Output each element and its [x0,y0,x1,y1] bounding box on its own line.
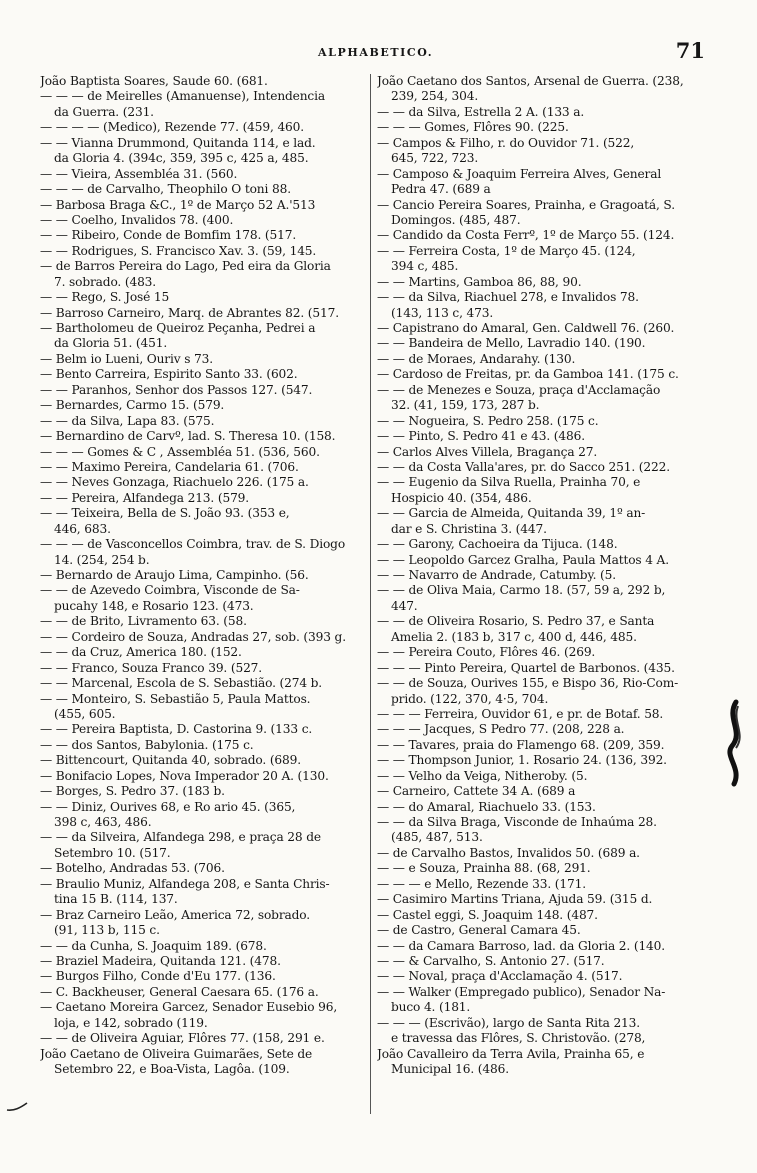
directory-line: — Cancio Pereira Soares, Prainha, e Gragoatá, S. [377,197,675,212]
directory-line: Setembro 22, e Boa-Vista, Lagôa. (109. [54,1062,290,1076]
directory-line: — Borges, S. Pedro 37. (183 b. [40,784,225,799]
directory-line: — — do Amaral, Riachuelo 33. (153. [377,799,596,814]
directory-line: — — Coelho, Invalidos 78. (400. [40,212,234,227]
directory-line: — — de Brito, Livramento 63. (58. [40,614,247,629]
directory-line: — — de Oliva Maia, Carmo 18. (57, 59 a, 292 b, [377,583,666,598]
directory-line: — — Cordeiro de Souza, Andradas 27, sob. (393 g. [40,629,346,644]
directory-line: — — de Oliveira Aguiar, Flôres 77. (158, 291 e. [40,1031,325,1046]
directory-line: — Barroso Carneiro, Marq. de Abrantes 82. (517. [40,305,339,320]
directory-line: — — — Jacques, S Pedro 77. (208, 228 a. [377,722,625,737]
directory-line: — — da Costa Valla'ares, pr. do Sacco 251. (222. [377,459,670,474]
directory-line: tina 15 B. (114, 137. [54,892,178,907]
directory-line: — — da Silva Braga, Visconde de Inhaúma 28. [377,815,657,829]
directory-line: 398 c, 463, 486. [54,815,152,829]
directory-line: pucahy 148, e Rosario 123. (473. [54,598,254,613]
directory-line: Domingos. (485, 487. [391,212,521,227]
directory-line: — — Navarro de Andrade, Catumby. (5. [377,568,616,582]
directory-line: (91, 113 b, 115 c. [54,923,160,938]
directory-line: — — — Ferreira, Ouvidor 61, e pr. de Botaf. 58. [377,706,664,721]
directory-line: — — — de Carvalho, Theophilo O toni 88. [40,182,291,197]
running-title: ALPHABETICO. [318,46,434,59]
directory-line: — Casimiro Martins Triana, Ajuda 59. (315 d. [377,892,653,907]
directory-line: — — de Souza, Ourives 155, e Bispo 36, Rio-Com- [377,676,679,691]
directory-line: 447. [391,598,418,613]
directory-line: — — Tavares, praia do Flamengo 68. (209, 359. [377,737,665,752]
directory-line: — — — de Meirelles (Amanuense), Intendencia [40,89,325,104]
directory-line: — — de Oliveira Rosario, S. Pedro 37, e Santa [377,614,655,629]
directory-line: — Carlos Alves Villela, Bragança 27. [377,444,598,459]
directory-line: — — Velho da Veiga, Nitheroby. (5. [377,768,588,783]
directory-line: — — Garony, Cachoeira da Tijuca. (148. [377,537,618,552]
directory-line: — — — de Vasconcellos Coimbra, trav. de S. Diogo [40,537,346,552]
margin-tick-mark [6,1100,28,1112]
directory-line: — Carneiro, Cattete 34 A. (689 a [377,784,576,799]
directory-line: 32. (41, 159, 173, 287 b. [391,398,540,413]
directory-line: — — da Silveira, Alfandega 298, e praça 28 de [40,830,321,845]
directory-line: — Burgos Filho, Conde d'Eu 177. (136. [40,969,276,984]
directory-line: — — Rego, S. José 15 [40,290,170,305]
directory-line: — — Pereira, Alfandega 213. (579. [40,490,249,505]
directory-line: — — Paranhos, Senhor dos Passos 127. (547. [40,382,313,397]
directory-line: — Braziel Madeira, Quitanda 121. (478. [40,953,281,968]
directory-line: João Caetano de Oliveira Guimarães, Sete de [40,1046,313,1061]
directory-line: — Caetano Moreira Garcez, Senador Eusebio 96, [40,1000,338,1015]
directory-line: Municipal 16. (486. [391,1062,509,1076]
directory-line: 645, 722, 723. [391,151,479,166]
directory-line: — de Carvalho Bastos, Invalidos 50. (689 a. [377,845,640,860]
directory-line: — — Nogueira, S. Pedro 258. (175 c. [377,413,599,428]
directory-line: — — da Cruz, America 180. (152. [40,645,242,660]
directory-line: — Belm io Lueni, Ouriv s 73. [40,351,213,366]
directory-line: — — Vianna Drummond, Quitanda 114, e lad. [40,135,316,150]
directory-line: — Bernardes, Carmo 15. (579. [40,398,225,413]
directory-line: — — da Silva, Lapa 83. (575. [40,413,215,428]
directory-line: João Cavalleiro da Terra Avila, Prainha 65, e [377,1046,645,1061]
directory-line: — — Ferreira Costa, 1º de Março 45. (124, [377,243,636,258]
directory-line: — — Pinto, S. Pedro 41 e 43. (486. [377,429,585,444]
directory-line: — — Rodrigues, S. Francisco Xav. 3. (59, 145. [40,243,317,258]
directory-line: — — dos Santos, Babylonia. (175 c. [40,737,254,752]
directory-line: — Castel eggi, S. Joaquim 148. (487. [377,907,598,922]
directory-line: — — Teixeira, Bella de S. João 93. (353 e, [40,506,290,521]
directory-line: — — da Camara Barroso, lad. da Gloria 2. (140. [377,938,665,953]
directory-line: — — Diniz, Ourives 68, e Ro ario 45. (365, [40,799,296,814]
directory-line: (143, 113 c, 473. [391,305,494,320]
directory-line: — — — Gomes, Flôres 90. (225. [377,120,569,135]
directory-line: — Bento Carreira, Espirito Santo 33. (602. [40,367,298,382]
directory-line: — — Monteiro, S. Sebastião 5, Paula Mattos. [40,691,311,706]
directory-line: 239, 254, 304. [391,89,479,104]
directory-line: — — Martins, Gamboa 86, 88, 90. [377,274,582,289]
directory-line: — C. Backheuser, General Caesara 65. (176 a. [40,984,319,999]
directory-line: da Gloria 4. (394c, 359, 395 c, 425 a, 485. [54,151,309,166]
directory-line: — — de Moraes, Andarahy. (130. [377,351,576,366]
directory-line: — — da Cunha, S. Joaquim 189. (678. [40,938,267,953]
directory-line: — Bittencourt, Quitanda 40, sobrado. (689. [40,753,301,768]
directory-line: — — Ribeiro, Conde de Bomfim 178. (517. [40,228,297,243]
right-column [377,74,705,1077]
directory-line: — — Franco, Souza Franco 39. (527. [40,660,263,675]
directory-line: — — e Souza, Prainha 88. (68, 291. [377,861,591,876]
directory-line: — Bartholomeu de Queiroz Peçanha, Pedrei a [40,321,316,335]
directory-line: — — Garcia de Almeida, Quitanda 39, 1º an- [377,506,646,521]
directory-line: — — da Silva, Riachuel 278, e Invalidos 78. [377,290,639,305]
directory-line: 7. sobrado. (483. [54,274,157,289]
directory-line: da Guerra. (231. [54,104,154,119]
directory-line: — — Pereira Couto, Flôres 46. (269. [377,645,596,660]
directory-line: — — — (Escrivão), largo de Santa Rita 213. [377,1015,640,1030]
directory-line: — — Leopoldo Garcez Gralha, Paula Mattos 4 A. [377,552,669,567]
directory-line: — Braulio Muniz, Alfandega 208, e Santa Chris- [40,876,330,891]
directory-line: — — Noval, praça d'Acclamação 4. (517. [377,969,623,984]
directory-line: dar e S. Christina 3. (447. [391,521,547,536]
directory-line: — — da Silva, Estrella 2 A. (133 a. [377,104,585,119]
directory-line: — — Neves Gonzaga, Riachuelo 226. (175 a. [40,475,309,490]
directory-line: — — Thompson Junior, 1. Rosario 24. (136, 392. [377,753,667,768]
directory-line: — — Marcenal, Escola de S. Sebastião. (274 b. [40,676,323,691]
directory-line: — — de Azevedo Coimbra, Visconde de Sa- [40,583,300,598]
directory-line: — Bernardo de Araujo Lima, Campinho. (56. [40,568,309,582]
directory-line: — Candido da Costa Ferrº, 1º de Março 55. (124. [377,228,675,243]
directory-line: — — Vieira, Assembléa 31. (560. [40,166,238,181]
left-column [40,74,362,1077]
directory-line: loja, e 142, sobrado (119. [54,1015,208,1030]
directory-line: — Capistrano do Amaral, Gen. Caldwell 76. (260. [377,321,675,335]
directory-line: — — — e Mello, Rezende 33. (171. [377,876,586,891]
directory-line: — — & Carvalho, S. Antonio 27. (517. [377,953,605,968]
directory-line: (455, 605. [54,706,116,721]
page-header [0,38,757,66]
page-number: 71 [675,38,705,63]
directory-line: — — de Menezes e Souza, praça d'Acclamação [377,382,661,397]
directory-line: Pedra 47. (689 a [391,182,491,197]
directory-line: — Braz Carneiro Leão, America 72, sobrado. [40,907,310,922]
directory-line: — Barbosa Braga &C., 1º de Março 52 A.'513 [40,197,316,212]
column-divider [370,74,371,1114]
directory-line: e travessa das Flôres, S. Christovão. (278, [391,1031,646,1046]
directory-line: — Campos & Filho, r. do Ouvidor 71. (522, [377,135,635,150]
directory-line: Setembro 10. (517. [54,845,171,860]
directory-line: — — — Pinto Pereira, Quartel de Barbonos. (435. [377,660,675,675]
directory-line: — — Bandeira de Mello, Lavradio 140. (190. [377,336,646,351]
directory-line: Amelia 2. (183 b, 317 c, 400 d, 446, 485. [391,629,637,644]
directory-line: buco 4. (181. [391,1000,471,1015]
directory-line: da Gloria 51. (451. [54,336,168,351]
directory-line: — — Maximo Pereira, Candelaria 61. (706. [40,459,299,474]
directory-line: — de Castro, General Camara 45. [377,923,581,938]
directory-line: João Caetano dos Santos, Arsenal de Guerra. (238, [377,74,684,88]
directory-line: — — Eugenio da Silva Ruella, Prainha 70, e [377,475,641,490]
directory-line: Hospicio 40. (354, 486. [391,490,532,505]
directory-line: — — Pereira Baptista, D. Castorina 9. (133 c. [40,722,313,737]
directory-line: 446, 683. [54,521,111,536]
directory-line: 394 c, 485. [391,259,459,274]
directory-line: — — Walker (Empregado publico), Senador Na- [377,984,666,999]
directory-line: (485, 487, 513. [391,830,483,845]
directory-line: 14. (254, 254 b. [54,552,150,567]
directory-line: — Bonifacio Lopes, Nova Imperador 20 A. (130. [40,768,329,783]
directory-line: João Baptista Soares, Saude 60. (681. [40,74,268,88]
directory-line: — Bernardino de Carvº, lad. S. Theresa 10. (158. [40,429,336,444]
directory-line: — de Barros Pereira do Lago, Ped eira da Gloria [40,259,331,274]
directory-line: — — — — (Medico), Rezende 77. (459, 460. [40,120,304,135]
margin-curl-mark [722,698,748,788]
directory-line: — Botelho, Andradas 53. (706. [40,861,225,876]
directory-line: — Cardoso de Freitas, pr. da Gamboa 141. (175 c. [377,367,679,382]
directory-line: — Camposo & Joaquim Ferreira Alves, General [377,166,662,181]
directory-line: — — — Gomes & C , Assembléa 51. (536, 560. [40,444,320,459]
directory-line: prido. (122, 370, 4·5, 704. [391,691,549,706]
